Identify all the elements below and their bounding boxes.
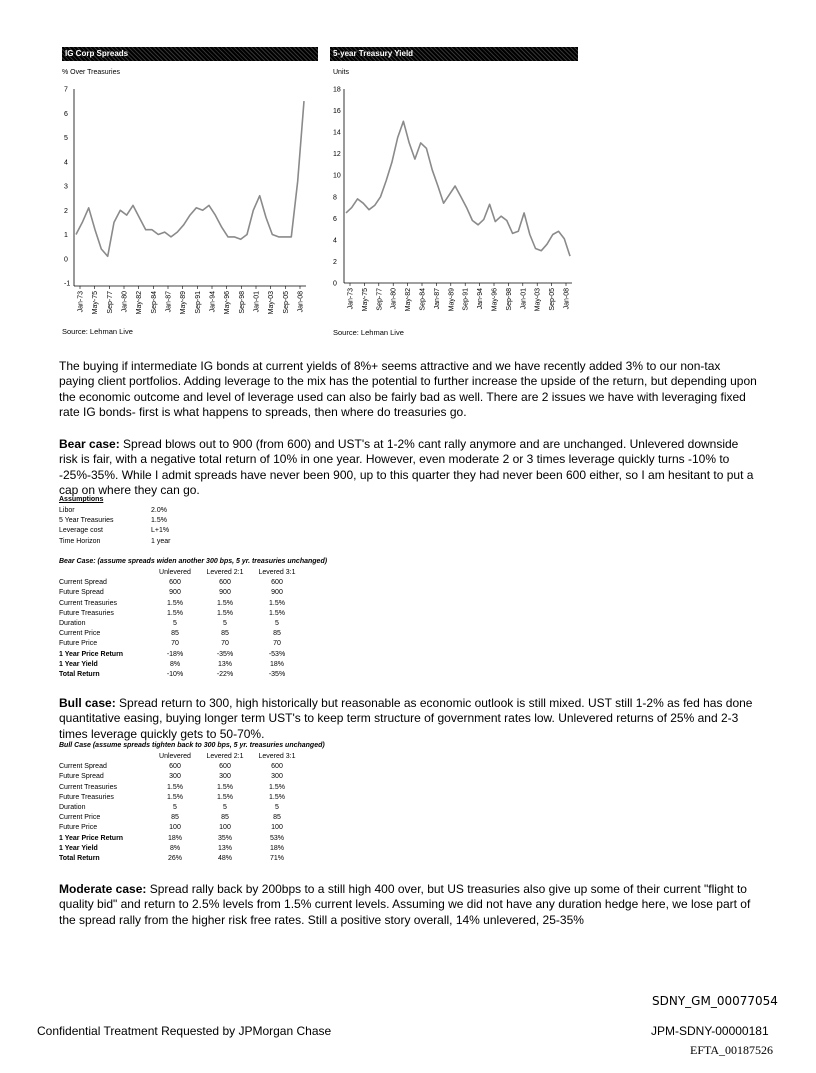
cell-value: 900	[169, 589, 181, 597]
cell-value: L+1%	[151, 527, 170, 535]
cell-value: 18%	[167, 834, 182, 842]
x-tick-label: May-03	[268, 291, 276, 315]
row-label: Current Treasuries	[59, 599, 117, 607]
cell-value: 85	[221, 630, 229, 638]
cell-value: 85	[273, 814, 281, 822]
y-tick-label: 0	[333, 280, 337, 288]
moderate-case-heading: Moderate case:	[59, 882, 147, 896]
table-row	[59, 762, 303, 772]
x-tick-label: May-82	[136, 291, 144, 315]
y-tick-label: 12	[333, 151, 341, 159]
table-row	[59, 650, 303, 660]
row-label: Future Treasuries	[59, 793, 114, 801]
cell-value: 100	[219, 824, 231, 832]
table-row	[59, 537, 170, 547]
cell-value: 1.5%	[217, 599, 233, 607]
cell-value: 85	[171, 630, 179, 638]
column-header: Unlevered	[159, 569, 191, 576]
table-row	[59, 813, 303, 823]
bates-stamp-top: SDNY_GM_00077054	[652, 994, 778, 1008]
assumptions-title: Assumptions	[59, 496, 104, 503]
table-row	[59, 834, 303, 844]
chart-header-bar	[330, 47, 578, 61]
cell-value: 600	[169, 579, 181, 587]
cell-value: 1 year	[151, 537, 171, 545]
chart-title: 5-year Treasury Yield	[333, 49, 414, 58]
x-tick-label: Sep-98	[505, 288, 513, 311]
row-label: Future Spread	[59, 589, 104, 597]
y-tick-label: 7	[64, 86, 68, 94]
header-spacer	[59, 568, 151, 578]
table-header-row	[59, 752, 303, 762]
row-label: Future Price	[59, 824, 98, 832]
cell-value: 1.5%	[167, 783, 183, 791]
table-row	[59, 578, 303, 588]
y-tick-label: 4	[333, 237, 337, 245]
cell-value: 2.0%	[151, 507, 167, 514]
series-line	[76, 101, 304, 256]
x-tick-label: Jan-87	[433, 288, 441, 310]
x-tick-label: Sep-91	[462, 288, 470, 311]
y-tick-label: 16	[333, 108, 341, 116]
row-label: Libor	[59, 507, 75, 514]
cell-value: 5	[223, 804, 227, 812]
cell-value: 900	[219, 589, 231, 597]
x-tick-label: Jan-73	[347, 288, 355, 310]
bear-case-paragraph	[59, 437, 759, 499]
row-label: Future Price	[59, 640, 98, 648]
row-label: 5 Year Treasuries	[59, 517, 114, 525]
y-tick-label: 8	[333, 194, 337, 202]
cell-value: 300	[169, 773, 181, 781]
table-row	[59, 619, 303, 629]
cell-value: 1.5%	[151, 517, 167, 525]
cell-value: 1.5%	[217, 793, 233, 801]
x-tick-label: Sep-84	[419, 288, 427, 311]
x-tick-label: Jan-87	[165, 291, 173, 313]
cell-value: 5	[173, 620, 177, 628]
x-tick-label: Sep-98	[238, 291, 246, 314]
table-row	[59, 588, 303, 598]
y-tick-label: 2	[333, 258, 337, 266]
x-tick-label: Sep-77	[376, 288, 384, 311]
x-tick-label: Jan-08	[563, 288, 571, 310]
cell-value: -53%	[268, 650, 286, 658]
cell-value: 5	[275, 620, 279, 628]
ig-spreads-plot	[62, 77, 318, 337]
row-label: Duration	[59, 804, 86, 812]
assumptions-table	[59, 506, 170, 547]
row-label: Future Treasuries	[59, 609, 114, 617]
y-tick-label: 4	[64, 159, 68, 167]
cell-value: 1.5%	[269, 783, 285, 791]
table-row	[59, 609, 303, 619]
cell-value: 48%	[217, 855, 232, 863]
row-label: Current Price	[59, 630, 101, 638]
ig-corp-spreads-chart	[62, 47, 318, 342]
x-tick-label: May-89	[180, 291, 188, 315]
cell-value: 35%	[217, 834, 232, 842]
table-row	[59, 599, 303, 609]
cell-value: 5	[223, 620, 227, 628]
cell-value: 100	[271, 824, 283, 832]
cell-value: 600	[271, 763, 283, 771]
table-row	[59, 516, 170, 526]
cell-value: 100	[169, 824, 181, 832]
cell-value: 8%	[169, 844, 181, 852]
x-tick-label: May-03	[534, 288, 542, 312]
row-label: Current Spread	[59, 579, 107, 587]
row-label: 1 Year Price Return	[59, 834, 124, 842]
y-axis-label: % Over Treasuries	[62, 69, 120, 76]
table-row	[59, 639, 303, 649]
cell-value: 1.5%	[167, 793, 183, 801]
cell-value: 300	[271, 773, 283, 781]
row-label: Future Spread	[59, 773, 104, 781]
cell-value: 600	[271, 579, 283, 587]
bull-case-text: Spread return to 300, high historically but reasonable as economic outlook is still mixed. UST still 1-2% as fed has done quantitative easing, buying longer term UST's to keep term structure of government rates low. Unlevered returns of 25% and 2-3 times leverage quickly gets to 50-70%.	[59, 696, 753, 741]
x-tick-label: Sep-05	[549, 288, 557, 311]
row-label: Total Return	[59, 855, 100, 863]
bull-case-paragraph	[59, 696, 759, 742]
cell-value: 13%	[217, 660, 232, 668]
row-label: 1 Year Price Return	[59, 650, 124, 658]
table-header-row	[59, 568, 303, 578]
x-tick-label: May-82	[405, 288, 413, 312]
moderate-case-paragraph	[59, 882, 759, 928]
cell-value: 26%	[167, 855, 182, 863]
y-tick-label: 3	[64, 183, 68, 191]
row-label: Leverage cost	[59, 527, 103, 535]
x-tick-label: Jan-08	[297, 291, 305, 313]
table-row	[59, 629, 303, 639]
cell-value: -18%	[166, 650, 184, 658]
x-tick-label: Jan-01	[253, 291, 261, 313]
row-label: Current Spread	[59, 763, 107, 771]
cell-value: 18%	[269, 844, 284, 852]
cell-value: 85	[171, 814, 179, 822]
x-tick-label: Jan-80	[121, 291, 129, 313]
y-tick-label: 18	[333, 86, 341, 94]
cell-value: 85	[221, 814, 229, 822]
x-tick-label: Jan-73	[77, 291, 85, 313]
y-tick-label: 10	[333, 172, 341, 180]
column-header: Unlevered	[159, 753, 191, 760]
series-line	[346, 121, 570, 256]
y-tick-label: 0	[64, 256, 68, 264]
cell-value: 85	[273, 630, 281, 638]
cell-value: 71%	[269, 855, 284, 863]
bull-case-table	[59, 752, 303, 864]
cell-value: 1.5%	[269, 793, 285, 801]
x-tick-label: May-96	[224, 291, 232, 315]
cell-value: 5	[275, 804, 279, 812]
x-tick-label: May-75	[92, 291, 100, 315]
table-row	[59, 506, 170, 516]
cell-value: -35%	[216, 650, 234, 658]
x-tick-label: May-75	[361, 288, 369, 312]
table-row	[59, 823, 303, 833]
chart-header-bar	[62, 47, 318, 61]
table-row	[59, 854, 303, 864]
efta-stamp: EFTA_00187526	[690, 1043, 774, 1057]
bear-case-text: Spread blows out to 900 (from 600) and UST's at 1-2% cant rally anymore and are unchanged. Unlevered downside risk is fair, with a negative total return of 10% in one year. However, even moderate 2 or 3 times leverage quickly turns -10% to -25%-35%. While I admit spreads have never been 900, up to this quarter they had never been 600 either, so I am hesitant to put a cap on where they can go.	[59, 437, 754, 498]
cell-value: 13%	[217, 844, 232, 852]
column-header: Levered 2:1	[206, 753, 244, 760]
bates-stamp-jpm: JPM-SDNY-00000181	[651, 1024, 769, 1038]
confidential-notice: Confidential Treatment Requested by JPMorgan Chase	[37, 1024, 332, 1038]
cell-value: 70	[273, 640, 281, 648]
cell-value: 70	[221, 640, 229, 648]
row-label: Time Horizon	[59, 537, 101, 545]
cell-value: 18%	[269, 660, 284, 668]
header-spacer	[59, 752, 151, 762]
cell-value: 300	[219, 773, 231, 781]
y-axis-label: Units	[333, 69, 349, 76]
y-tick-label: 14	[333, 129, 341, 137]
table-row	[59, 803, 303, 813]
x-tick-label: Jan-80	[390, 288, 398, 310]
table-row	[59, 783, 303, 793]
cell-value: 1.5%	[167, 609, 183, 617]
x-tick-label: Jan-01	[520, 288, 528, 310]
cell-value: -22%	[216, 671, 234, 679]
cell-value: 1.5%	[217, 783, 233, 791]
y-tick-label: 1	[64, 232, 68, 239]
x-tick-label: Jan-94	[477, 288, 485, 310]
cell-value: 1.5%	[167, 599, 183, 607]
x-tick-label: Jan-94	[209, 291, 217, 313]
treasury-yield-plot	[330, 77, 578, 337]
x-tick-label: Sep-05	[282, 291, 290, 314]
row-label: 1 Year Yield	[59, 660, 98, 668]
table-row	[59, 772, 303, 782]
column-header: Levered 3:1	[258, 569, 296, 576]
y-tick-label: 6	[333, 215, 337, 223]
bear-table-title: Bear Case: (assume spreads widen another 300 bps, 5 yr. treasuries unchanged)	[59, 558, 328, 565]
bull-case-heading: Bull case:	[59, 696, 116, 710]
cell-value: 1.5%	[269, 599, 285, 607]
bear-case-table	[59, 568, 303, 680]
column-header: Levered 2:1	[206, 569, 244, 576]
bear-case-heading: Bear case:	[59, 437, 120, 451]
chart-source: Source: Lehman Live	[333, 328, 404, 337]
column-header: Levered 3:1	[258, 753, 296, 760]
table-row	[59, 660, 303, 670]
table-row	[59, 526, 170, 536]
chart-source: Source: Lehman Live	[62, 327, 133, 336]
cell-value: 1.5%	[217, 609, 233, 617]
cell-value: 900	[271, 589, 283, 597]
x-tick-label: May-89	[448, 288, 456, 312]
row-label: Current Treasuries	[59, 783, 117, 791]
cell-value: -35%	[268, 671, 286, 679]
cell-value: 600	[219, 763, 231, 771]
x-tick-label: Sep-84	[150, 291, 158, 314]
row-label: Total Return	[59, 671, 100, 679]
chart-title: IG Corp Spreads	[65, 49, 129, 58]
cell-value: 53%	[269, 834, 284, 842]
cell-value: 600	[169, 763, 181, 771]
x-tick-label: Sep-77	[106, 291, 114, 314]
row-label: 1 Year Yield	[59, 844, 98, 852]
table-row	[59, 670, 303, 680]
x-tick-label: May-96	[491, 288, 499, 312]
cell-value: 70	[171, 640, 179, 648]
cell-value: 1.5%	[269, 609, 285, 617]
moderate-case-text: Spread rally back by 200bps to a still high 400 over, but US treasuries also give up some of their current "flight to quality bid" and return to 2.5% levels from 1.5% current levels. Assuming we did not have any duration hedge here, we lose part of the spread rally from the higher risk free rates. Still a positive story overall, 14% unlevered, 25-35%	[59, 882, 751, 927]
bull-table-title: Bull Case (assume spreads tighten back to 300 bps, 5 yr. treasuries unchanged)	[59, 742, 325, 749]
y-tick-label: 6	[64, 110, 68, 118]
row-label: Current Price	[59, 814, 101, 822]
y-tick-label: -1	[64, 280, 71, 288]
cell-value: -10%	[166, 671, 184, 679]
table-row	[59, 844, 303, 854]
row-label: Duration	[59, 620, 86, 628]
intro-paragraph: The buying if intermediate IG bonds at current yields of 8%+ seems attractive and we have recently added 3% to our non-tax paying client portfolios. Adding leverage to the mix has the potential to further increase the upside of the return, but depending upon the economic outcome and level of leverage used can also be fairly bad as well. There are 2 issues we have with leveraging fixed rate IG bonds- first is what happens to spreads, then where do treasuries go.	[59, 359, 757, 420]
y-tick-label: 2	[64, 207, 68, 215]
treasury-yield-chart	[330, 47, 578, 342]
cell-value: 8%	[169, 660, 181, 668]
x-tick-label: Sep-91	[194, 291, 202, 314]
table-row	[59, 793, 303, 803]
cell-value: 5	[173, 804, 177, 812]
cell-value: 600	[219, 579, 231, 587]
y-tick-label: 5	[64, 135, 68, 142]
